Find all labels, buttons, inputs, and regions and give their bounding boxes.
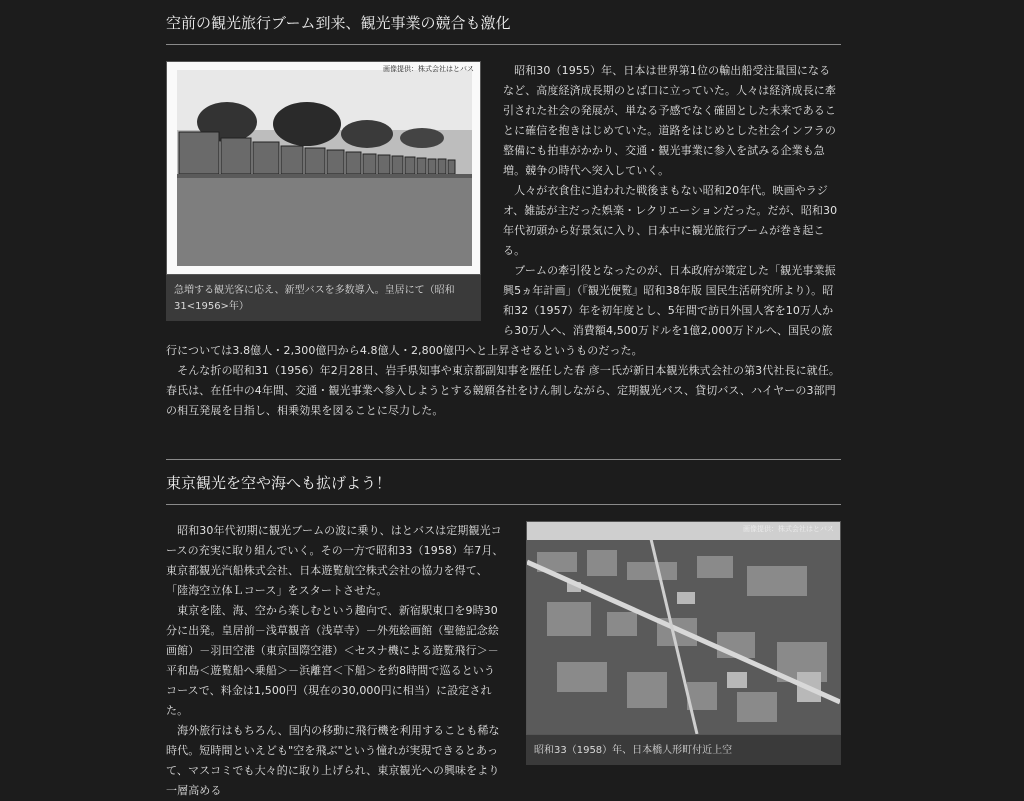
section2-caption: 昭和33（1958）年、日本橋人形町付近上空	[534, 745, 733, 756]
paragraph: 海外旅行はもちろん、国内の移動に飛行機を利用することも稀な時代。短時間といえども"空を飛ぶ"という憧れが実現できるとあって、マスコミでも大々的に取り上げられ、東京観光への興味をより一層高める	[166, 724, 500, 797]
section2	[166, 459, 841, 801]
paragraph: 人々が衣食住に追われた戦後まもない昭和20年代。映画やラジオ、雑誌が主だった娯楽・レクリエーションだった。だが、昭和30年代初頭から好景気に入り、日本中に観光旅行ブームが巻き起こる。	[503, 184, 838, 257]
paragraph: そんな折の昭和31（1956）年2月28日、岩手県知事や東京都副知事を歴任した春 彦一氏が新日本観光株式会社の第3代社長に就任。春氏は、在任中の4年間、交通・観光事業へ参入しようとする競願各社をけん制しながら、定期観光バス、貸切バス、ハイヤーの3部門の相互発展を目指し、相乗効果を図ることに尽力した。	[166, 364, 840, 417]
section2-title: 東京観光を空や海へも拡げよう！	[166, 474, 392, 492]
paragraph: 昭和30（1955）年、日本は世界第1位の輸出船受注量国になるなど、高度経済成長期のとば口に立っていた。人々は経済成長に牽引された社会の発展が、単なる予感でなく確固とした未来であることに確信を抱きはじめていた。道路をはじめとした社会インフラの整備にも拍車がかかり、交通・観光事業に参入を試みる企業も急増。競争の時代へ突入していく。	[503, 64, 836, 177]
paragraph: 昭和30年代初期に観光ブームの波に乗り、はとバスは定期観光コースの充実に取り組んでいく。その一方で昭和33（1958）年7月、東京都観光汽船株式会社、日本遊覧航空株式会社の協力を得て、「陸海空立体Ｌコース」をスタートさせた。	[166, 524, 504, 597]
bus-fleet-photo	[166, 61, 481, 275]
section1-caption: 急増する観光客に応え、新型バスを多数導入。皇居にて（昭和31<1956>年）	[174, 285, 455, 312]
photo-credit: 画像提供：株式会社はとバス	[383, 65, 474, 73]
paragraph: 東京を陸、海、空から楽しむという趣向で、新宿駅東口を9時30分に出発。皇居前－浅草観音（浅草寺）－外苑絵画館（聖徳記念絵画館）－羽田空港（東京国際空港）＜セスナ機による遊覧飛行＞－平和島＜遊覧船へ乗船＞－浜離宮＜下船＞を約8時間で巡るというコースで、料金は1,500円（現在の30,000円に相当）に設定された。	[166, 604, 499, 717]
article	[166, 0, 841, 801]
paragraph: ブームの牽引役となったのが、日本政府が策定した「観光事業振興5ヵ年計画」（『観光便覧』昭和38年版 国民生活研究所より）。昭和32（1957）年を初年度とし、5年間で訪日外国人客を10万人から30万人へ、消費額4,500万ドルを1億2,000万ドルへ、国民の旅行については3.8億人・2,300億円から4.8億人・2,800億円へと上昇させるというものだった。	[166, 264, 836, 357]
photo-credit: 画像提供：株式会社はとバス	[743, 525, 834, 533]
section1-title: 空前の観光旅行ブーム到来、観光事業の競合も激化	[166, 14, 511, 32]
aerial-photo	[526, 521, 841, 735]
section2-figure	[526, 521, 841, 765]
section1-figure	[166, 61, 481, 321]
aerial-photo-image	[527, 522, 840, 734]
bus-fleet-photo-image	[167, 62, 480, 274]
